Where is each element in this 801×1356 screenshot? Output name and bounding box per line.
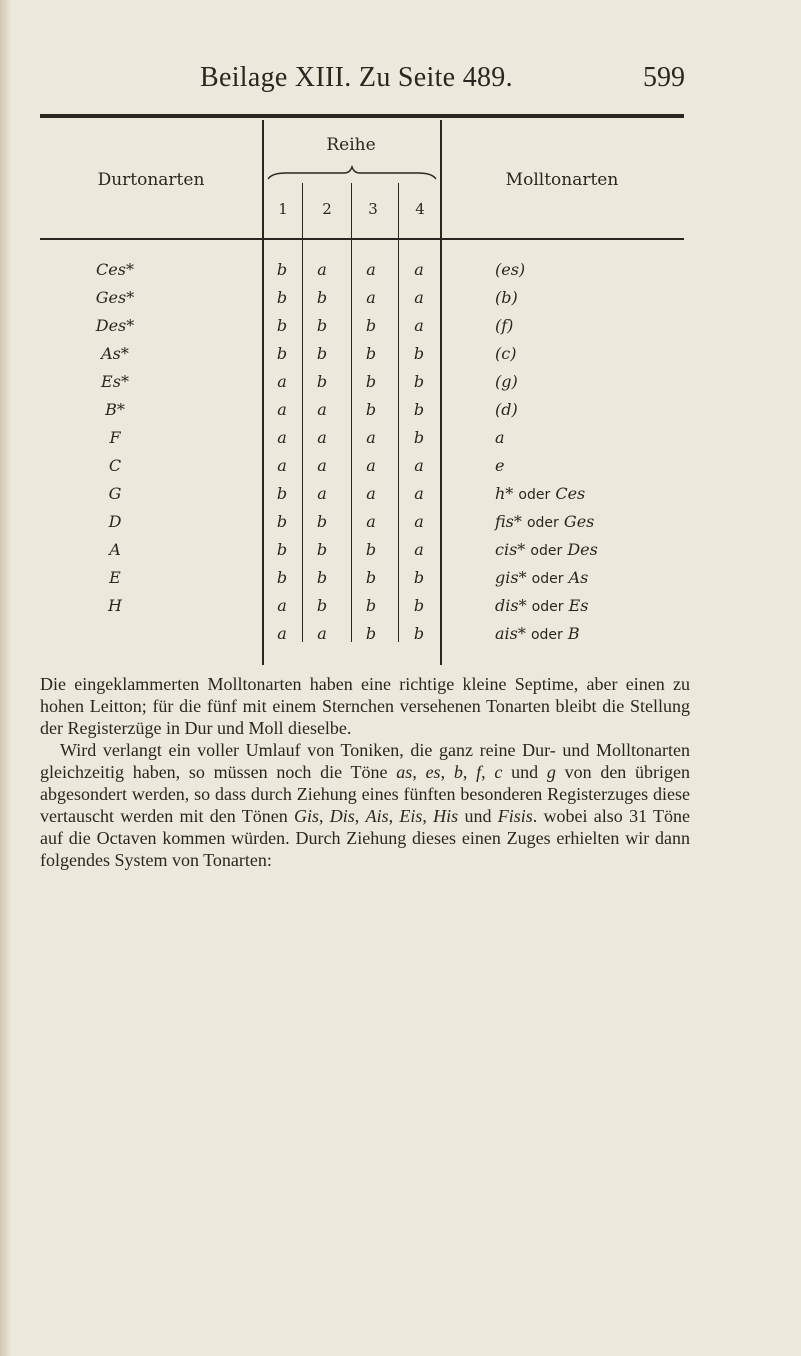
moll-key: (es) [495,260,526,279]
table-row [0,288,801,314]
oder-word: oder [530,543,563,559]
reihe-4-cell: b [413,596,425,615]
page-number: 599 [643,62,685,93]
reihe-1-cell: a [277,456,287,475]
moll-key: h* oder Ces [495,484,586,503]
moll-key: gis* oder As [495,568,589,587]
dur-key: As* [101,344,129,363]
reihe-4-cell: b [413,568,425,587]
moll-key: ais* oder B [495,624,580,643]
table-row [0,596,801,622]
dur-key: D [108,512,122,531]
reihe-4-cell: a [414,512,424,531]
dur-key: Es* [101,372,129,391]
reihe-number-1: 1 [278,200,288,218]
reihe-1-cell: a [277,596,287,615]
table-row [0,540,801,566]
reihe-4-cell: b [413,428,425,447]
alt-key: Ges [563,512,595,531]
dur-key: G [108,484,122,503]
reihe-2-cell: b [316,596,328,615]
table-row [0,456,801,482]
reihe-2-cell: b [316,568,328,587]
reihe-1-cell: b [276,260,288,279]
reihe-2-cell: a [317,260,327,279]
alt-key: Ces [555,484,586,503]
reihe-4-cell: a [414,540,424,559]
reihe-4-cell: b [413,372,425,391]
reihe-3-cell: a [366,484,376,503]
table-row [0,372,801,398]
reihe-4-cell: a [414,316,424,335]
moll-key: cis* oder Des [495,540,598,559]
reihe-1-cell: a [277,428,287,447]
reihe-2-cell: b [316,540,328,559]
reihe-1-cell: b [276,568,288,587]
reihe-3-cell: b [365,568,377,587]
oder-word: oder [531,599,564,615]
oder-word: oder [518,487,551,503]
page-title: Beilage XIII. Zu Seite 489. [200,62,513,93]
header-molltonarten: Molltonarten [505,170,619,190]
moll-key: (d) [495,400,518,419]
alt-key: As [568,568,589,587]
table-row [0,344,801,370]
reihe-2-cell: b [316,344,328,363]
table-row [0,428,801,454]
reihe-number-3: 3 [368,200,378,218]
moll-key: (c) [495,344,517,363]
moll-key: dis* oder Es [495,596,589,615]
reihe-3-cell: a [366,260,376,279]
reihe-2-cell: b [316,316,328,335]
oder-word: oder [531,571,564,587]
reihe-4-cell: a [414,260,424,279]
alt-key: B [567,624,580,643]
table-row [0,316,801,342]
reihe-1-cell: b [276,344,288,363]
reihe-3-cell: a [366,512,376,531]
paragraph-2: Wird verlangt ein voller Umlauf von Toniken, die ganz reine Dur- und Molltonarten gleichzeitig haben, so müssen noch die Töne as, es, b, f, c und g von den übrigen abgesondert werden, so dass durch Ziehung eines fünften besonderen Registerzuges diese vertauscht werden mit den Tönen Gis, Dis, Ais, Eis, His und Fisis. wobei also 31 Töne auf die Octaven kommen würden. Durch Ziehung dieses einen Zuges erhielten wir dann folgendes System von Tonarten: [40,740,691,870]
reihe-4-cell: b [413,624,425,643]
dur-key: Des* [95,316,135,335]
dur-key: E [109,568,121,587]
table-header-rule [40,238,684,240]
reihe-3-cell: b [365,316,377,335]
reihe-1-cell: b [276,288,288,307]
reihe-1-cell: b [276,512,288,531]
reihe-3-cell: b [365,540,377,559]
reihe-4-cell: a [414,484,424,503]
reihe-1-cell: a [277,624,287,643]
reihe-number-2: 2 [322,200,332,218]
reihe-3-cell: a [366,428,376,447]
reihe-1-cell: b [276,484,288,503]
reihe-3-cell: b [365,344,377,363]
body-text [40,673,690,871]
moll-key: (f) [495,316,514,335]
moll-key: a [495,428,505,447]
reihe-2-cell: b [316,512,328,531]
table-top-rule [40,114,684,118]
page-edge [0,0,12,1356]
table-row [0,568,801,594]
reihe-2-cell: b [316,372,328,391]
table-row [0,484,801,510]
reihe-3-cell: b [365,596,377,615]
reihe-3-cell: b [365,400,377,419]
oder-word: oder [526,515,559,531]
moll-key: (b) [495,288,518,307]
reihe-4-cell: b [413,400,425,419]
reihe-3-cell: a [366,456,376,475]
reihe-2-cell: a [317,456,327,475]
reihe-1-cell: a [277,372,287,391]
reihe-2-cell: a [317,624,327,643]
alt-key: Es [568,596,589,615]
dur-key: H [108,596,122,615]
dur-key: Ces* [96,260,134,279]
moll-key: fis* oder Ges [495,512,595,531]
paragraph-1: Die eingeklammerten Molltonarten haben eine richtige kleine Septime, aber einen zu hohen Leitton; für die fünf mit einem Sternchen versehenen Tonarten bleibt die Stellung der Registerzüge in Dur und Moll dieselbe. [40,674,690,738]
alt-key: Des [567,540,598,559]
reihe-1-cell: b [276,540,288,559]
reihe-2-cell: a [317,484,327,503]
reihe-1-cell: b [276,316,288,335]
running-head [0,62,801,102]
reihe-4-cell: a [414,288,424,307]
reihe-1-cell: a [277,400,287,419]
dur-key: C [108,456,122,475]
reihe-2-cell: a [317,428,327,447]
header-reihe: Reihe [326,135,376,155]
reihe-3-cell: b [365,372,377,391]
reihe-2-cell: b [316,288,328,307]
reihe-3-cell: b [365,624,377,643]
oder-word: oder [530,627,563,643]
moll-key: (g) [495,372,518,391]
header-durtonarten: Durtonarten [97,170,205,190]
table-row [0,512,801,538]
reihe-4-cell: a [414,456,424,475]
reihe-4-cell: b [413,344,425,363]
reihe-2-cell: a [317,400,327,419]
moll-key: e [495,456,505,475]
dur-key: B* [105,400,125,419]
table-row [0,400,801,426]
dur-key: Ges* [95,288,135,307]
dur-key: A [109,540,121,559]
reihe-number-4: 4 [415,200,425,218]
brace-reihe [266,165,438,185]
table-row [0,624,801,650]
reihe-3-cell: a [366,288,376,307]
dur-key: F [109,428,121,447]
table-row [0,260,801,286]
